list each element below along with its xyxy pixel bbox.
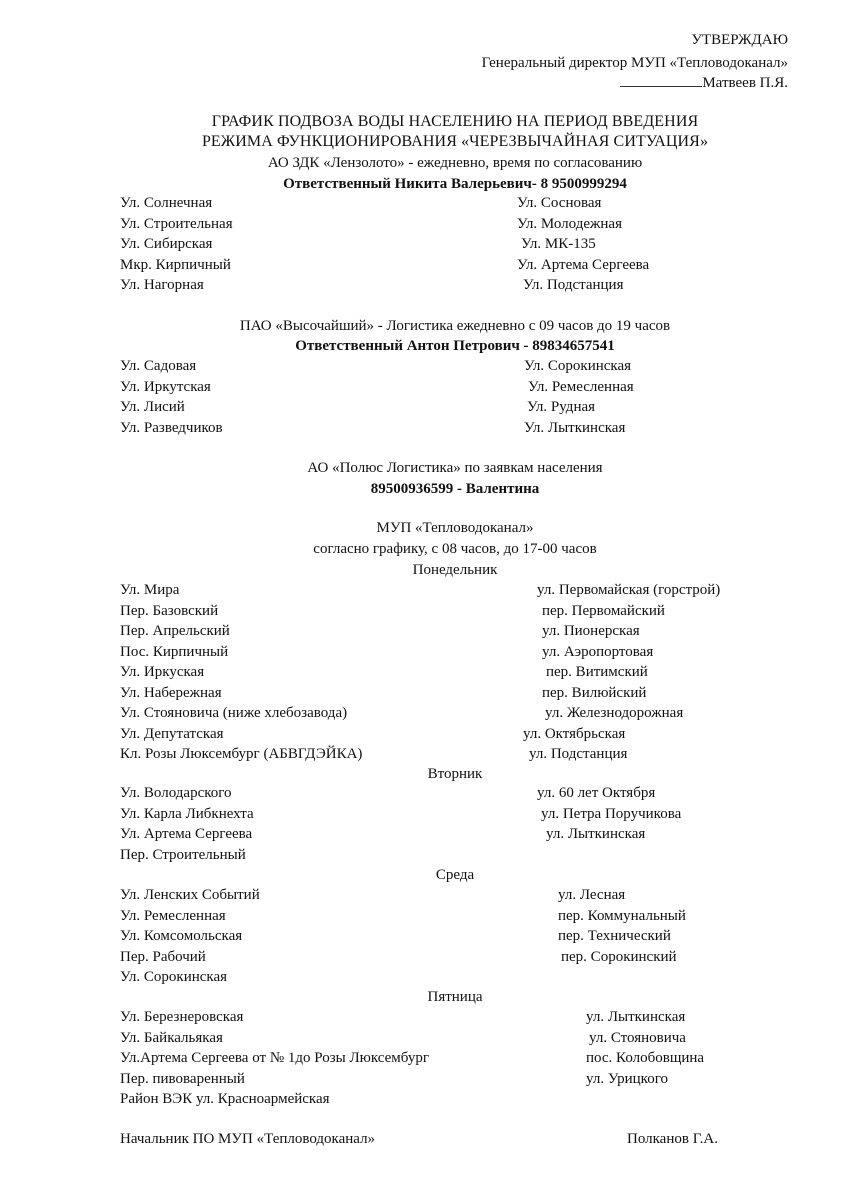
street-left: Ул. Иркуская xyxy=(120,664,205,680)
street-right: пер. Технический xyxy=(558,928,671,944)
street-right: пер. Сорокинский xyxy=(561,948,677,965)
street-right: Ул. Сорокинская xyxy=(524,358,632,374)
street-left: Ул. Байкальякая xyxy=(120,1029,223,1046)
street-left: Ул. Депутатская xyxy=(120,725,224,742)
approver-name: Матвеев П.Я. xyxy=(702,75,788,91)
street-left: Ул. Березнеровская xyxy=(120,1009,244,1025)
street-left: Ул. Нагорная xyxy=(120,277,204,293)
approver-signature-line xyxy=(620,73,788,93)
footer-position: Начальник ПО МУП «Тепловодоканал» xyxy=(120,1131,376,1147)
street-right: ул. Пионерская xyxy=(542,623,640,639)
day-heading: Вторник xyxy=(427,766,483,782)
street-left: Ул. Лисий xyxy=(120,399,185,415)
section2-responsible: Ответственный Антон Петрович - 89834657541 xyxy=(295,338,615,354)
street-left: Кл. Розы Люксембург (АБВГДЭЙКА) xyxy=(120,746,363,762)
street-left: Ул. Иркутская xyxy=(120,378,211,395)
day-heading: Среда xyxy=(435,867,475,883)
document-title-line-2: РЕЖИМА ФУНКЦИОНИРОВАНИЯ «ЧЕРЕЗВЫЧАЙНАЯ СИТУАЦИЯ» xyxy=(201,133,709,150)
street-right: пер. Вилюйский xyxy=(542,684,647,701)
street-right: ул. Лыткинская xyxy=(586,1009,686,1025)
signature-line xyxy=(620,74,702,87)
street-right: Ул. МК-135 xyxy=(521,236,596,252)
street-left: Пер. Строительный xyxy=(120,846,246,863)
street-right: ул. Аэропортовая xyxy=(542,643,654,660)
street-left: Пер. Базовский xyxy=(120,602,219,619)
street-right: ул. Железнодорожная xyxy=(545,705,684,721)
street-right: ул. Первомайская (горстрой) xyxy=(537,582,721,598)
street-left: Ул. Артема Сергеева xyxy=(120,826,253,842)
street-right: ул. 60 лет Октября xyxy=(537,785,656,801)
street-left: Пер. Рабочий xyxy=(120,948,206,965)
street-right: пос. Колобовщина xyxy=(586,1050,705,1066)
street-right: ул. Стояновича xyxy=(589,1029,686,1046)
street-right: Ул. Ремесленная xyxy=(528,378,634,395)
section2-org: ПАО «Высочайший» - Логистика ежедневно с 09 часов до 19 часов xyxy=(239,318,671,334)
street-right: Ул. Артема Сергеева xyxy=(517,256,650,273)
street-right: Ул. Рудная xyxy=(527,399,596,415)
street-right: Ул. Сосновая xyxy=(517,195,602,211)
street-right: пер. Коммунальный xyxy=(558,907,686,924)
street-left: Ул. Строительная xyxy=(120,215,233,232)
street-left: Пос. Кирпичный xyxy=(120,643,229,660)
street-left: Пер. пивоваренный xyxy=(120,1070,245,1087)
section1-org: АО ЗДК «Лензолото» - ежедневно, время по согласованию xyxy=(267,155,643,171)
section3-responsible: 89500936599 - Валентина xyxy=(370,481,540,497)
street-left: Ул. Ремесленная xyxy=(120,907,226,924)
street-left: Ул. Сибирская xyxy=(120,236,213,252)
street-right: Ул. Лыткинская xyxy=(524,419,626,436)
street-left: Ул. Разведчиков xyxy=(120,419,223,436)
street-left: Ул. Сорокинская xyxy=(120,969,228,985)
street-right: ул. Подстанция xyxy=(529,746,628,762)
street-right: ул. Урицкого xyxy=(586,1070,668,1087)
street-left: Ул. Ленских Событий xyxy=(120,887,260,903)
street-left: Ул. Стояновича (ниже хлебозавода) xyxy=(120,705,348,721)
street-left: Ул. Володарского xyxy=(120,785,232,801)
street-right: Ул. Подстанция xyxy=(523,277,624,293)
street-left: Ул.Артема Сергеева от № 1до Розы Люксембург xyxy=(120,1050,429,1066)
street-right: ул. Петра Поручикова xyxy=(541,805,682,822)
street-right: ул. Октябрьская xyxy=(523,725,626,742)
section3-org: АО «Полюс Логистика» по заявкам населения xyxy=(307,460,603,476)
street-left: Ул. Мира xyxy=(120,582,180,598)
street-right: ул. Лесная xyxy=(558,887,626,903)
footer-name: Полканов Г.А. xyxy=(627,1131,719,1147)
day-heading: Понедельник xyxy=(412,562,498,578)
street-left: Ул. Карла Либкнехта xyxy=(120,805,254,822)
street-left: Ул. Садовая xyxy=(120,358,197,374)
street-right: Ул. Молодежная xyxy=(517,215,622,232)
section4-schedule: согласно графику, с 08 часов, до 17-00 часов xyxy=(313,541,597,557)
street-right: пер. Витимский xyxy=(546,664,648,680)
street-left: Район ВЭК ул. Красноармейская xyxy=(120,1091,330,1107)
street-right: пер. Первомайский xyxy=(542,602,665,619)
street-left: Мкр. Кирпичный xyxy=(120,256,231,273)
street-left: Пер. Апрельский xyxy=(120,623,230,639)
street-left: Ул. Комсомольская xyxy=(120,928,243,944)
day-heading: Пятница xyxy=(427,989,483,1005)
section1-responsible: Ответственный Никита Валерьевич- 8 9500999294 xyxy=(283,176,627,192)
document-title-line-1: ГРАФИК ПОДВОЗА ВОДЫ НАСЕЛЕНИЮ НА ПЕРИОД ВВЕДЕНИЯ xyxy=(211,113,699,130)
street-left: Ул. Набережная xyxy=(120,684,222,701)
approver-position: Генеральный директор МУП «Тепловодоканал» xyxy=(481,55,788,71)
approve-heading: УТВЕРЖДАЮ xyxy=(691,32,788,48)
street-right: ул. Лыткинская xyxy=(546,826,646,842)
section4-org: МУП «Тепловодоканал» xyxy=(376,520,534,536)
street-left: Ул. Солнечная xyxy=(120,195,213,211)
